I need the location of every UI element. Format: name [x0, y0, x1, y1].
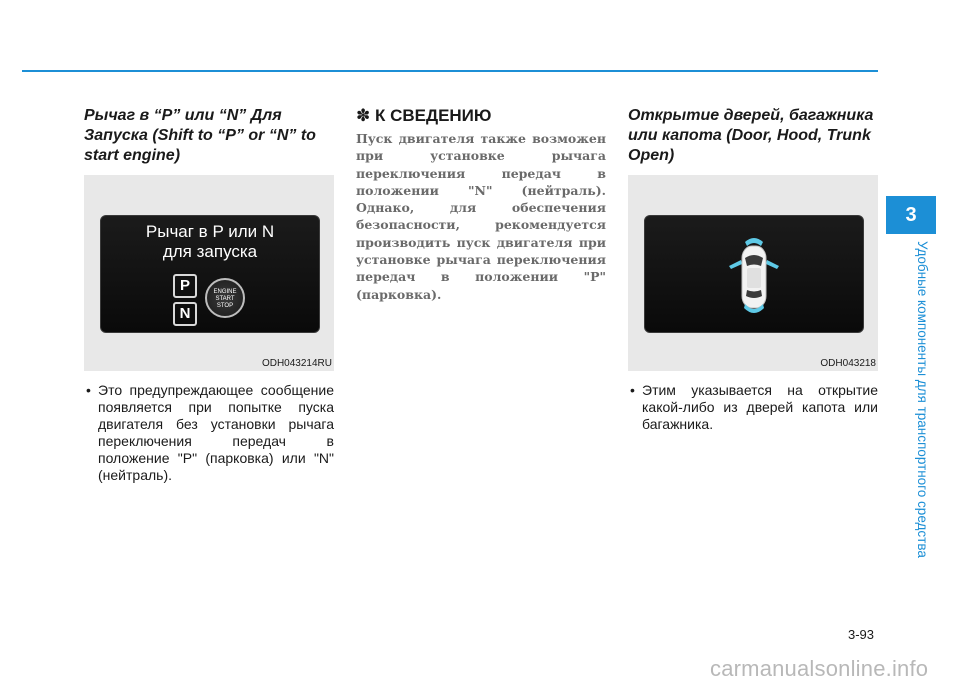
stop-label: STOP: [216, 303, 234, 309]
chapter-tab-number: 3: [886, 196, 936, 234]
watermark: carmanualsonline.info: [710, 656, 929, 681]
cluster-display: [644, 215, 864, 333]
note-heading: ✽ К СВЕДЕНИЮ: [356, 106, 492, 125]
bullet-text: • Это предупреждающее сообщение появляется при попытке пуска двигателя без установки рычага переключения передач в положение "P" (парковка) или "N" (нейтраль).: [84, 382, 334, 484]
note-body: Пуск двигателя также возможен при установке рычага переключения передач в положении "N" (нейтраль). Однако, для обеспечения безопасности, рекомендуется производить пуск двигателя при установке рычага переключения передач в положении "P" (парковка).: [356, 131, 606, 302]
bullet-text: • Этим указывается на открытие какой-либо из дверей капота или багажника.: [628, 382, 878, 433]
figure-shift-warning: [84, 175, 334, 371]
section-heading: Рычаг в “P” или “N” Для Запуска (Shift to “P” or “N” to start engine): [84, 107, 316, 164]
cluster-display: [100, 215, 320, 333]
section-heading: Открытие дверей, багажника или капота (Door, Hood, Trunk Open): [628, 107, 874, 164]
figure-code: ODH043218: [820, 358, 876, 369]
page-number: 3-93: [848, 627, 875, 642]
section-shift-to-start: [84, 106, 334, 483]
display-message-line2: для запуска: [162, 242, 258, 261]
top-rule: [22, 70, 878, 72]
engine-start-stop-icon: [205, 278, 245, 318]
section-door-open: [628, 106, 878, 432]
note-block: [356, 106, 606, 303]
figure-code: ODH043214RU: [261, 358, 332, 369]
figure-door-open: [628, 175, 878, 371]
engine-label: ENGINE: [213, 289, 237, 295]
gear-n-icon: N: [173, 302, 197, 326]
display-message-line1: Рычаг в P или N: [145, 222, 275, 241]
car-doors-open-icon: [645, 216, 863, 332]
chapter-tab-label: Удобные компоненты для транспортного средства: [915, 241, 930, 558]
gear-p-icon: P: [173, 274, 197, 298]
start-label: START: [215, 296, 235, 302]
